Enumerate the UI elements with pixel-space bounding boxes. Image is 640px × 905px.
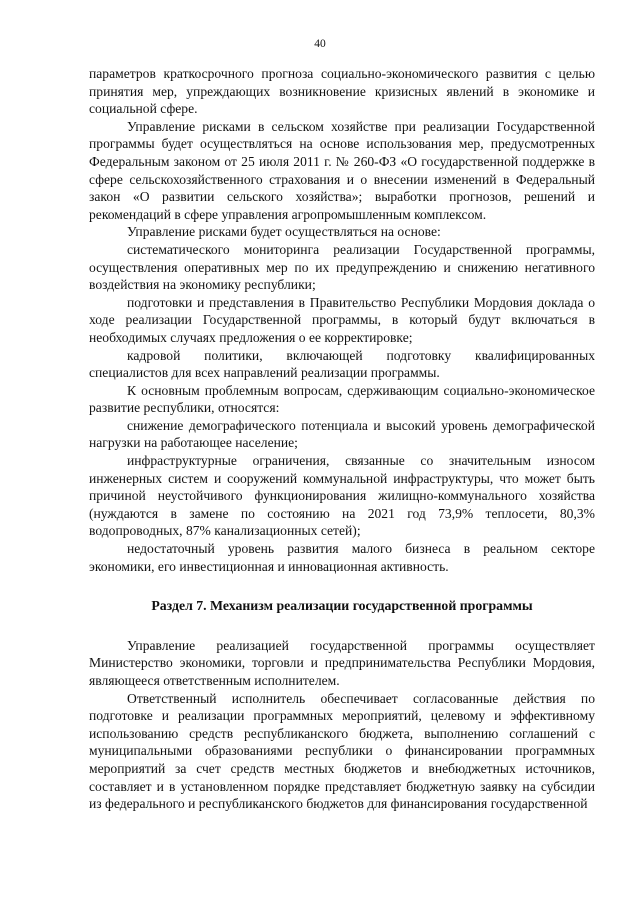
- paragraph: Ответственный исполнитель обеспечивает согласованные действия по подготовке и реализации программных мероприятий, целевому и эффективному использованию средств республиканского бюджета, выполнению соглашений с муниципальными образованиями республики о финансировании программных мероприятий за счет средств местных бюджетов и внебюджетных источников, составляет и в установленном порядке представляет бюджетную заявку на субсидии из федерального и республиканского бюджетов для финансирования государственной: [89, 690, 595, 812]
- list-paragraph: подготовки и представления в Правительство Республики Мордовия доклада о ходе реализации Государственной программы, в который будут включаться в необходимых случаях предложения о ее корректировке;: [89, 294, 595, 345]
- paragraph: Управление реализацией государственной программы осуществляет Министерство экономики, торговли и предпринимательства Республики Мордовия, являющееся ответственным исполнителем.: [89, 637, 595, 688]
- list-paragraph: инфраструктурные ограничения, связанные со значительным износом инженерных систем и сооружений коммунальной инфраструктуры, что может быть причиной неустойчивого функционирования жилищно-коммунального хозяйства (нуждаются в замене по состоянию на 2021 год 73,9% теплосети, 80,3% водопроводных, 87% канализационных сетей);: [89, 453, 595, 539]
- list-paragraph: снижение демографического потенциала и высокий уровень демографической нагрузки на работающее население;: [89, 417, 595, 451]
- section-heading: Раздел 7. Механизм реализации государственной программы: [151, 598, 533, 614]
- document-body: [89, 65, 595, 813]
- paragraph: К основным проблемным вопросам, сдерживающим социально-экономическое развитие республики, относятся:: [89, 382, 595, 416]
- list-paragraph: кадровой политики, включающей подготовку квалифицированных специалистов для всех направлений реализации программы.: [89, 347, 595, 381]
- page-number: 40: [314, 38, 326, 50]
- paragraph: Управление рисками в сельском хозяйстве при реализации Государственной программы будет осуществляться на основе использования мер, предусмотренных Федеральным законом от 25 июля 2011 г. № 260-ФЗ «О государственной поддержке в сфере сельскохозяйственного страхования и о внесении изменений в Федеральный закон «О развитии сельского хозяйства»; выработки прогнозов, решений и рекомендаций в сфере управления агропромышленным комплексом.: [89, 118, 595, 222]
- paragraph: параметров краткосрочного прогноза социально-экономического развития с целью принятия мер, упреждающих возникновение кризисных явлений в экономике и социальной сфере.: [89, 66, 595, 117]
- paragraph: Управление рисками будет осуществляться на основе:: [127, 224, 441, 240]
- list-paragraph: систематического мониторинга реализации Государственной программы, осуществления оперативных мер по их предупреждению и снижению негативного воздействия на экономику республики;: [89, 241, 595, 293]
- list-paragraph: недостаточный уровень развития малого бизнеса в реальном секторе экономики, его инвестиционная и инновационная активность.: [89, 541, 595, 574]
